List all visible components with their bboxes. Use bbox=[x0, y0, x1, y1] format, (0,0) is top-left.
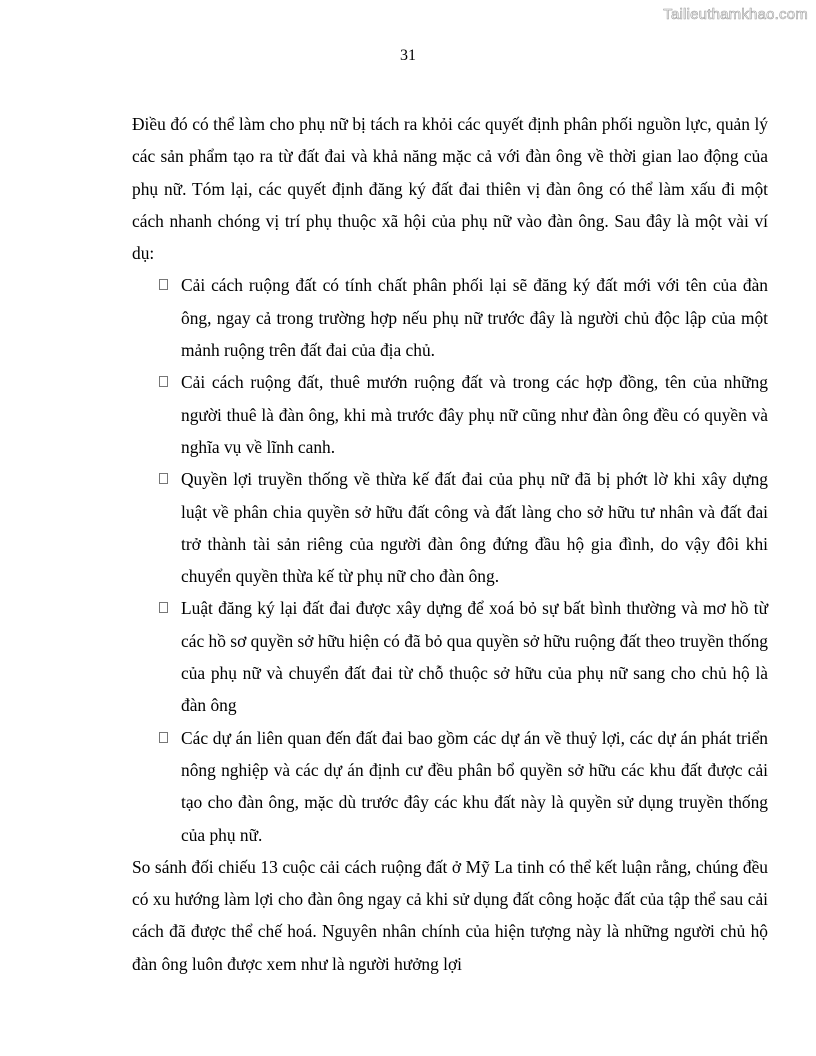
bullet-box-icon bbox=[159, 279, 168, 290]
list-item bbox=[132, 269, 768, 366]
bullet-box-icon bbox=[159, 732, 168, 743]
watermark: Tailieuthamkhao.com bbox=[663, 6, 808, 23]
intro-paragraph: Điều đó có thể làm cho phụ nữ bị tách ra khỏi các quyết định phân phối nguồn lực, quản lý các sản phẩm tạo ra từ đất đai và khả năng mặc cả với đàn ông về thời gian lao động của phụ nữ. Tóm lại, các quyết định đăng ký đất đai thiên vị đàn ông có thể làm xấu đi một cách nhanh chóng vị trí phụ thuộc xã hội của phụ nữ vào đàn ông. Sau đây là một vài ví dụ: bbox=[132, 114, 768, 264]
list-item-text: Quyền lợi truyền thống về thừa kế đất đai của phụ nữ đã bị phớt lờ khi xây dựng luật về phân chia quyền sở hữu đất công và đất làng cho sở hữu tư nhân và đất đai trở thành tài sản riêng của người đàn ông đứng đầu hộ gia đình, do vậy đôi khi chuyển quyền thừa kế từ phụ nữ cho đàn ông. bbox=[181, 469, 768, 587]
page-body bbox=[132, 108, 768, 980]
list-item-text: Luật đăng ký lại đất đai được xây dựng để xoá bỏ sự bất bình thường và mơ hồ từ các hồ sơ quyền sở hữu hiện có đã bỏ qua quyền sở hữu ruộng đất theo truyền thống của phụ nữ và chuyển đất đai từ chỗ thuộc sở hữu của phụ nữ sang cho chủ hộ là đàn ông bbox=[181, 598, 768, 716]
bullet-box-icon bbox=[159, 376, 168, 387]
page-number: 31 bbox=[400, 47, 416, 64]
bullet-list bbox=[132, 269, 768, 850]
bullet-box-icon bbox=[159, 602, 168, 613]
list-item-text: Cải cách ruộng đất có tính chất phân phối lại sẽ đăng ký đất mới với tên của đàn ông, ngay cả trong trường hợp nếu phụ nữ trước đây là người chủ độc lập của một mảnh ruộng trên đất đai của địa chủ. bbox=[181, 275, 768, 361]
list-item bbox=[132, 592, 768, 721]
list-item-text: Cải cách ruộng đất, thuê mướn ruộng đất và trong các hợp đồng, tên của những người thuê là đàn ông, khi mà trước đây phụ nữ cũng như đàn ông đều có quyền và nghĩa vụ về lĩnh canh. bbox=[181, 372, 768, 457]
closing-paragraph: So sánh đối chiếu 13 cuộc cải cách ruộng đất ở Mỹ La tinh có thể kết luận rằng, chúng đều có xu hướng làm lợi cho đàn ông ngay cả khi sử dụng đất công hoặc đất của tập thể sau cải cách đã được thể chế hoá. Nguyên nhân chính của hiện tượng này là những người chủ hộ đàn ông luôn được xem như là người hưởng lợi bbox=[132, 856, 768, 974]
list-item bbox=[132, 463, 768, 592]
list-item-text: Các dự án liên quan đến đất đai bao gồm các dự án về thuỷ lợi, các dự án phát triển nông nghiệp và các dự án định cư đều phân bổ quyền sở hữu các khu đất được cải tạo cho đàn ông, mặc dù trước đây các khu đất này là quyền sử dụng truyền thống của phụ nữ. bbox=[181, 727, 768, 845]
list-item bbox=[132, 722, 768, 851]
list-item bbox=[132, 366, 768, 463]
bullet-box-icon bbox=[159, 473, 168, 484]
